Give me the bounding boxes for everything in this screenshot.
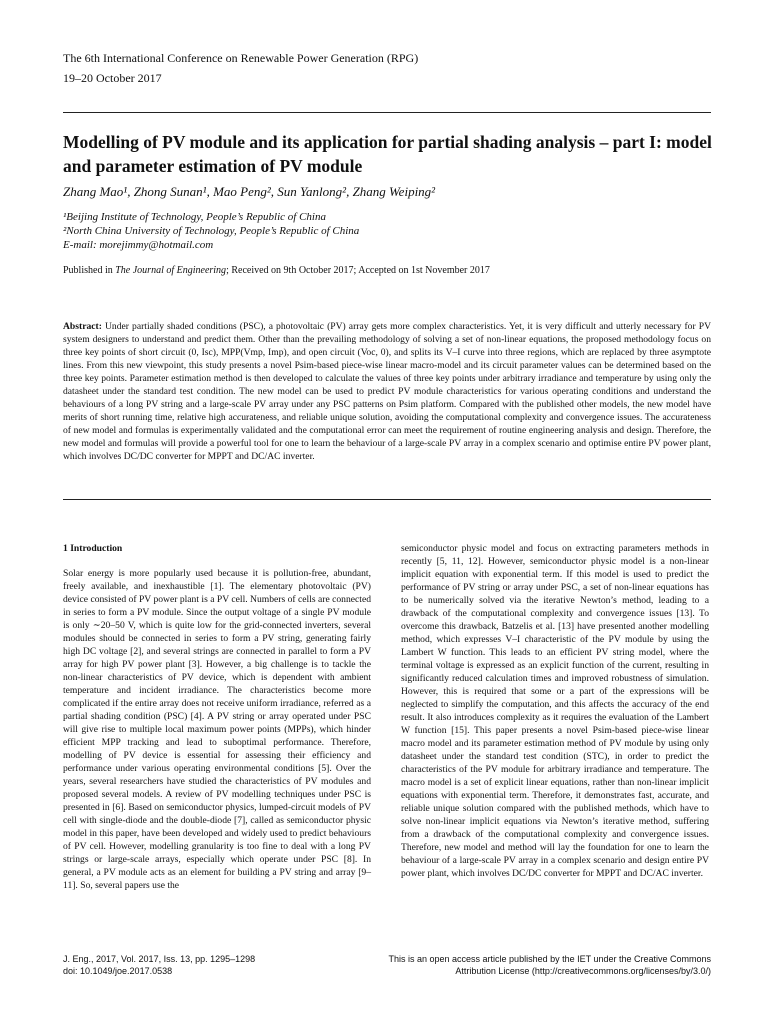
- conference-dates: 19–20 October 2017: [63, 71, 162, 85]
- journal-name: The Journal of Engineering: [115, 265, 227, 276]
- citation-line: J. Eng., 2017, Vol. 2017, Iss. 13, pp. 1295–1298: [63, 954, 256, 964]
- doi-line[interactable]: doi: 10.1049/joe.2017.0538: [63, 966, 173, 976]
- footer-citation: [63, 953, 255, 977]
- affiliation-2: ²North China University of Technology, People’s Republic of China: [63, 225, 360, 237]
- right-column: [401, 542, 709, 880]
- license-line-1: This is an open access article published by the IET under the Creative Commons: [388, 954, 711, 964]
- license-line-2[interactable]: Attribution License (http://creativecommons.org/licenses/by/3.0/): [455, 966, 711, 976]
- publication-prefix: Published in: [63, 265, 116, 276]
- author-email[interactable]: E-mail: morejimmy@hotmail.com: [63, 239, 214, 251]
- left-column: [63, 542, 371, 892]
- publication-dates: ; Received on 9th October 2017; Accepted on 1st November 2017: [226, 265, 490, 276]
- affiliation-1: ¹Beijing Institute of Technology, People’s Republic of China: [63, 211, 326, 223]
- conference-header: [63, 48, 418, 88]
- intro-paragraph-right: semiconductor physic model and focus on extracting parameters methods in recently [5, 11, 12]. However, semiconductor physic model is a non-linear implicit equation with exponential term. If this model is used to predict the performance of PV string or array under PSC, a set of non-linear equations has to be numerically solved via the iterative Newton’s method, leading to a drawback of the computational complexity and convergence issues [13]. To overcome this drawback, Batzelis et al. [13] have presented another modelling method, which expresses V–I characteristic of the PV module by using the Lambert W function. This leads to an efficient PV string model, where the terminal voltage is expressed as an explicit function of the current, resulting in significantly reduced calculation times and improved robustness of simulation. However, this is required that some or a part of the expressions will be neglected to simplify the computation, and this affects the accuracy of the end result. It also introduces complexity as it requires the evaluation of the Lambert W function [15]. This paper presents a novel Psim-based piece-wise linear macro model and its parameter estimation method of PV module by using only datasheet under the standard test condition (STC), in order to predict the characteristics of the PV module for arbitrary irradiance and temperature. The macro model is a set of explicit linear equations, rather than non-linear implicit equations with exponential term. Therefore, it demonstrates fast, accurate, and reliable unique solution compared with the published methods, which have to solve non-linear implicit equations via Newton’s iterative method, suffering from a drawback of the computational complexity and convergence issues. Therefore, new model and method will lay the foundation for one to learn the behaviour of a large-scale PV array in a complex scenario and design entire PV power plant, which involves DC/DC converter for MPPT and DC/AC inverter.: [401, 543, 709, 879]
- abstract-text: Under partially shaded conditions (PSC), a photovoltaic (PV) array gets more complex characteristics. Yet, it is very difficult and utterly necessary for PV system designers to understand and predict them. Other than the prevailing methodology of solving a set of non-linear equations, the proposed methodology focus on three key points of short circuit (0, Isc), MPP(Vmp, Imp), and open circuit (Voc, 0), and splits its V–I curve into three regions, which are replaced by three asymptote lines. From this new viewpoint, this study presents a novel Psim-based piece-wise linear macro-model and its circuit parameter values can be determined based on the three key points. Parameter estimation method is then developed to calculate the values of three key points under arbitrary irradiance and temperature by using only the datasheet under the standard test condition. The new model can be used to predict PV module characteristics for various operating conditions and understand the behaviours of a long PV string and a large-scale PV array under any PSC patterns on Psim platform. Compared with the published other models, the new model have merits of short running time, relative high accurateness, and reliable unique solution, avoiding the computational complexity and convergence issues. The accurateness of new model and formulas is experimentally validated and the computational error can meet the requirement of routine engineering analysis and design. Therefore, the new model and formulas will provide a powerful tool for one to learn the behaviour of a large-scale PV array in a complex scenario and optimise entire PV power plant, which involves DC/DC converter for MPPT and DC/AC inverter.: [63, 321, 711, 462]
- header-rule: [63, 112, 711, 113]
- abstract: [63, 320, 711, 463]
- author-list: Zhang Mao¹, Zhong Sunan¹, Mao Peng², Sun Yanlong², Zhang Weiping²: [63, 184, 436, 199]
- footer-license: [389, 953, 712, 977]
- abstract-rule: [63, 499, 711, 500]
- abstract-label: Abstract:: [63, 321, 102, 332]
- intro-paragraph-left: Solar energy is more popularly used because it is pollution-free, abundant, freely available, and inexhaustible [1]. The elementary photovoltaic (PV) device consisted of PV power plant is a PV cell. Numbers of cells are connected in series to form a PV module. Since the output voltage of a single PV module is only ∼20–50 V, which is quite low for the grid-connected inverters, several modules should be connected in series to form a PV string, generating fairly high DC voltage [2], and several strings are connected in parallel to form a PV array for high PV power plant [3]. However, a big challenge is to tackle the non-linear characteristics of PV device, which is dependent with ambient temperature and incident irradiance. The characteristics become more complicated if the entire array does not receive uniform irradiance, referred as a partial shading condition (PSC) [4]. A PV string or array operated under PSC will give rise to multiple local maximum power points (MPPs), which hinder efficient MPP tracking and lead to suboptimal performance. Therefore, modelling of PV device is essential for assessing their efficiency and performance under various operating environmental conditions [5]. Over the years, several researchers have studied the characteristics of PV modules and proposed several models. A review of PV modelling techniques under PSC is presented in [6]. Based on semiconductor physics, lumped-circuit models of PV cell with single-diode and the double-diode [7], called as semiconductor physic model in this paper, have been developed and widely used to predict behaviours of PV cell. However, modelling granularity is too fine to deal with a long PV strings or large-scale arrays, especially which operate under PSC [8]. In general, a PV module acts as an element for building a PV string and array [9–11]. So, several papers use the: [63, 568, 371, 891]
- paper-title: Modelling of PV module and its application for partial shading analysis – part I: model and parameter estimation of PV module: [63, 132, 712, 176]
- conference-name: The 6th International Conference on Renewable Power Generation (RPG): [63, 51, 419, 65]
- affiliations: [63, 210, 359, 252]
- publication-info: [63, 265, 490, 276]
- section-heading: 1 Introduction: [63, 543, 123, 554]
